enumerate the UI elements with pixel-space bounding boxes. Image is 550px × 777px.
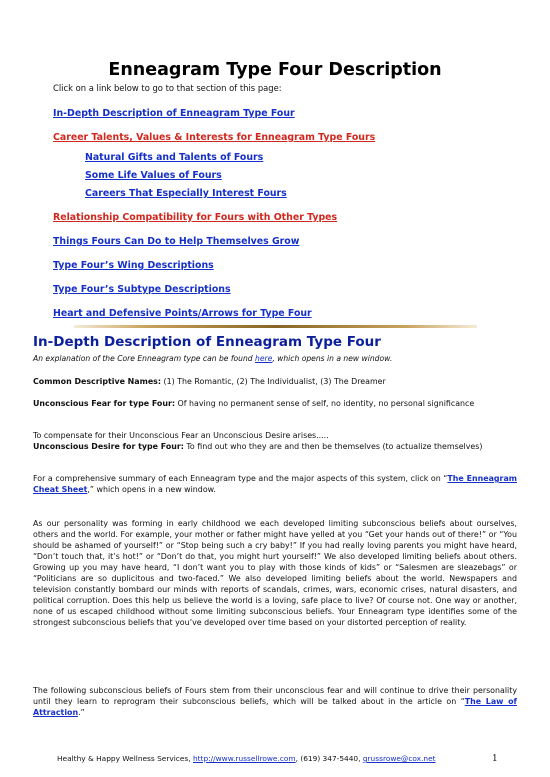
footer [57, 754, 436, 763]
section-subheading [33, 353, 517, 364]
desire-value: To find out who they are and then be themselves (to actualize themselves) [183, 442, 483, 451]
desire-label: Unconscious Desire for type Four: [33, 442, 184, 451]
fear-value: Of having no permanent sense of self, no identity, no personal significance [175, 399, 475, 408]
footer-website-link[interactable]: http://www.russellrowe.com [192, 754, 296, 763]
toc-link-things-to-grow[interactable]: Things Fours Can Do to Help Themselves Grow [53, 236, 300, 247]
subheading-text: An explanation of the Core Enneagram type can be found [33, 354, 256, 363]
toc-link-heart-defensive-points[interactable]: Heart and Defensive Points/Arrows for Type Four [53, 308, 312, 319]
law-of-attraction-link[interactable]: The Law of Attraction [33, 697, 517, 717]
toc-link-natural-gifts[interactable]: Natural Gifts and Talents of Fours [85, 152, 264, 163]
footer-text: Healthy & Happy Wellness Services, [57, 754, 193, 763]
names-label: Common Descriptive Names: [33, 377, 162, 386]
toc-link-in-depth-description[interactable]: In-Depth Description of Enneagram Type Four [53, 108, 295, 119]
descriptive-names [33, 376, 517, 387]
para2-text: The following subconscious beliefs of Fours stem from their unconscious fear and will continue to drive their personality until they learn to reprogram their subconscious beliefs, which will be talked about in the article on “ [33, 686, 517, 706]
summary-text: For a comprehensive summary of each Enneagram type and the major aspects of this system, click on “ [33, 474, 448, 483]
toc-link-careers[interactable]: Careers That Especially Interest Fours [85, 188, 287, 199]
compensate-text: To compensate for their Unconscious Fear an Unconscious Desire arises..... [33, 431, 329, 440]
section-heading: In-Depth Description of Enneagram Type Four [33, 334, 381, 350]
here-link[interactable]: here [255, 354, 273, 363]
toc-link-wing-descriptions[interactable]: Type Four’s Wing Descriptions [53, 260, 214, 271]
subconscious-beliefs-paragraph [33, 685, 517, 718]
summary-text-end: ,” which opens in a new window. [87, 485, 216, 494]
beliefs-paragraph: As our personality was forming in early childhood we each developed limiting subconscious beliefs about ourselves, others and the world. For example, your mother or father might have yelled at you “Get your hands out of there!” or “You should be ashamed of yourself!” or “Stop being such a cry baby!” If you had really loving parents you might have heard, “Don’t touch that, it’s hot!” or “Don’t do that, you might hurt yourself!” We also developed limiting beliefs about others. Growing up you may have heard, “I don’t want you to play with those kinds of kids” or “Salesmen are sleazebags” or “Politicians are so duplicitous and two-faced.” We also developed limiting beliefs about the world. Newspapers and television constantly bombard our minds with reports of scandals, crimes, wars, economic crises, natural disasters, and political corruption. Does this help us believe the world is a loving, safe place to live? Of course not. One way or another, none of us escaped childhood without some limiting subconscious beliefs. Your Enneagram type identifies some of the strongest subconscious beliefs that you’ve developed over time based on your distorted perception of reality. [33, 519, 517, 627]
toc-link-career-talents[interactable]: Career Talents, Values & Interests for Enneagram Type Fours [53, 132, 376, 143]
toc-link-life-values[interactable]: Some Life Values of Fours [85, 170, 222, 181]
cheat-sheet-paragraph [33, 473, 517, 495]
fear-label: Unconscious Fear for type Four: [33, 399, 175, 408]
intro-text: Click on a link below to go to that section of this page: [53, 83, 282, 93]
section-divider [74, 325, 477, 328]
page-number: 1 [492, 754, 498, 764]
footer-email-link[interactable]: grussrowe@cox.net [362, 754, 436, 763]
names-value: (1) The Romantic, (2) The Individualist, (3) The Dreamer [161, 377, 386, 386]
cheat-sheet-link[interactable]: The Enneagram Cheat Sheet [33, 474, 517, 494]
footer-phone: , (619) 347-5440, [295, 754, 363, 763]
unconscious-desire [33, 441, 517, 452]
toc-link-relationship-compatibility[interactable]: Relationship Compatibility for Fours with Other Types [53, 212, 338, 223]
unconscious-fear [33, 398, 517, 409]
toc-link-subtype-descriptions[interactable]: Type Four’s Subtype Descriptions [53, 284, 231, 295]
subheading-text-end: , which opens in a new window. [272, 354, 393, 363]
page-title: Enneagram Type Four Description [108, 60, 442, 80]
para2-text-end: .” [78, 708, 85, 717]
